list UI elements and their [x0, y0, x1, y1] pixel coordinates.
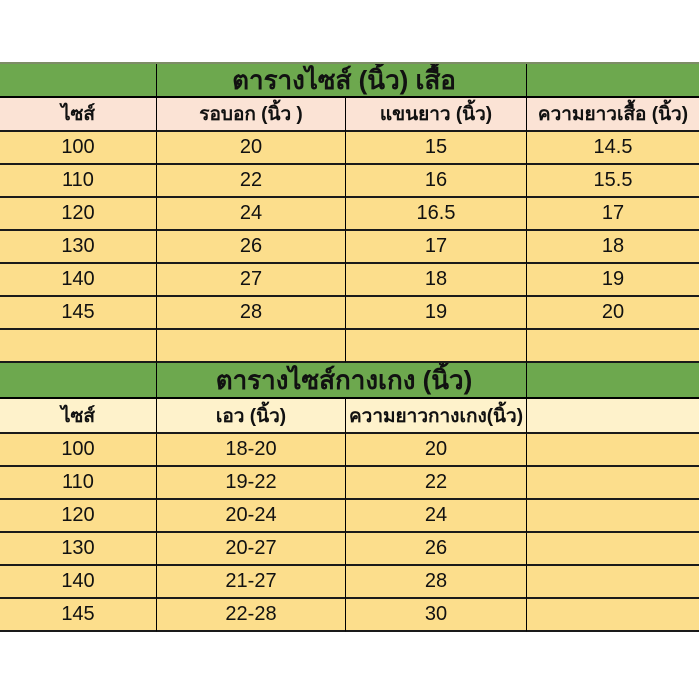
empty-header-cell	[527, 399, 699, 434]
header-sleeve-length: แขนยาว (นิ้ว)	[346, 98, 527, 132]
value-cell: 26	[346, 533, 527, 566]
value-cell: 20	[157, 132, 346, 165]
value-cell: 26	[157, 231, 346, 264]
shirt-table-title: ตารางไซส์ (นิ้ว) เสื้อ	[157, 64, 527, 98]
value-cell: 19-22	[157, 467, 346, 500]
empty-green-cell	[527, 363, 699, 399]
value-cell: 16	[346, 165, 527, 198]
value-cell: 16.5	[346, 198, 527, 231]
header-size: ไซส์	[0, 399, 157, 434]
pants-title-row	[0, 363, 699, 399]
table-row	[0, 434, 699, 467]
size-cell: 140	[0, 264, 157, 297]
shirt-header-row	[0, 98, 699, 132]
value-cell: 18-20	[157, 434, 346, 467]
value-cell: 27	[157, 264, 346, 297]
empty-cell	[527, 533, 699, 566]
size-cell: 140	[0, 566, 157, 599]
value-cell: 24	[346, 500, 527, 533]
empty-green-cell	[527, 64, 699, 98]
size-cell: 145	[0, 297, 157, 330]
value-cell: 21-27	[157, 566, 346, 599]
value-cell: 19	[346, 297, 527, 330]
value-cell: 20	[346, 434, 527, 467]
header-chest: รอบอก (นิ้ว )	[157, 98, 346, 132]
header-waist: เอว (นิ้ว)	[157, 399, 346, 434]
empty-cell	[527, 330, 699, 363]
table-row	[0, 599, 699, 632]
size-cell: 120	[0, 500, 157, 533]
size-cell: 120	[0, 198, 157, 231]
table-row	[0, 533, 699, 566]
value-cell: 17	[527, 198, 699, 231]
empty-cell	[0, 330, 157, 363]
empty-cell	[527, 434, 699, 467]
size-cell: 100	[0, 434, 157, 467]
value-cell: 14.5	[527, 132, 699, 165]
pants-size-table	[0, 363, 699, 632]
table-row	[0, 500, 699, 533]
value-cell: 20-27	[157, 533, 346, 566]
empty-green-cell	[0, 363, 157, 399]
empty-cell	[527, 599, 699, 632]
value-cell: 19	[527, 264, 699, 297]
empty-cell	[527, 467, 699, 500]
table-row	[0, 566, 699, 599]
header-size: ไซส์	[0, 98, 157, 132]
size-cell: 145	[0, 599, 157, 632]
value-cell: 30	[346, 599, 527, 632]
size-cell: 100	[0, 132, 157, 165]
size-cell: 110	[0, 165, 157, 198]
header-shirt-length: ความยาวเสื้อ (นิ้ว)	[527, 98, 699, 132]
value-cell: 18	[527, 231, 699, 264]
header-pants-length: ความยาวกางเกง(นิ้ว)	[346, 399, 527, 434]
empty-cell	[527, 566, 699, 599]
size-cell: 130	[0, 231, 157, 264]
value-cell: 20	[527, 297, 699, 330]
shirt-size-table	[0, 62, 699, 330]
empty-cell	[346, 330, 527, 363]
table-row	[0, 198, 699, 231]
size-cell: 110	[0, 467, 157, 500]
value-cell: 20-24	[157, 500, 346, 533]
pants-table-title: ตารางไซส์กางเกง (นิ้ว)	[157, 363, 527, 399]
value-cell: 28	[157, 297, 346, 330]
value-cell: 28	[346, 566, 527, 599]
empty-cell	[157, 330, 346, 363]
empty-cell	[527, 500, 699, 533]
table-row	[0, 132, 699, 165]
value-cell: 17	[346, 231, 527, 264]
table-row	[0, 231, 699, 264]
table-row	[0, 297, 699, 330]
value-cell: 18	[346, 264, 527, 297]
value-cell: 24	[157, 198, 346, 231]
value-cell: 22	[346, 467, 527, 500]
shirt-title-row	[0, 62, 699, 98]
table-row	[0, 467, 699, 500]
table-row	[0, 264, 699, 297]
value-cell: 15	[346, 132, 527, 165]
empty-green-cell	[0, 64, 157, 98]
pants-header-row	[0, 399, 699, 434]
value-cell: 22	[157, 165, 346, 198]
spacer-row	[0, 330, 699, 363]
size-cell: 130	[0, 533, 157, 566]
table-row	[0, 165, 699, 198]
value-cell: 22-28	[157, 599, 346, 632]
value-cell: 15.5	[527, 165, 699, 198]
